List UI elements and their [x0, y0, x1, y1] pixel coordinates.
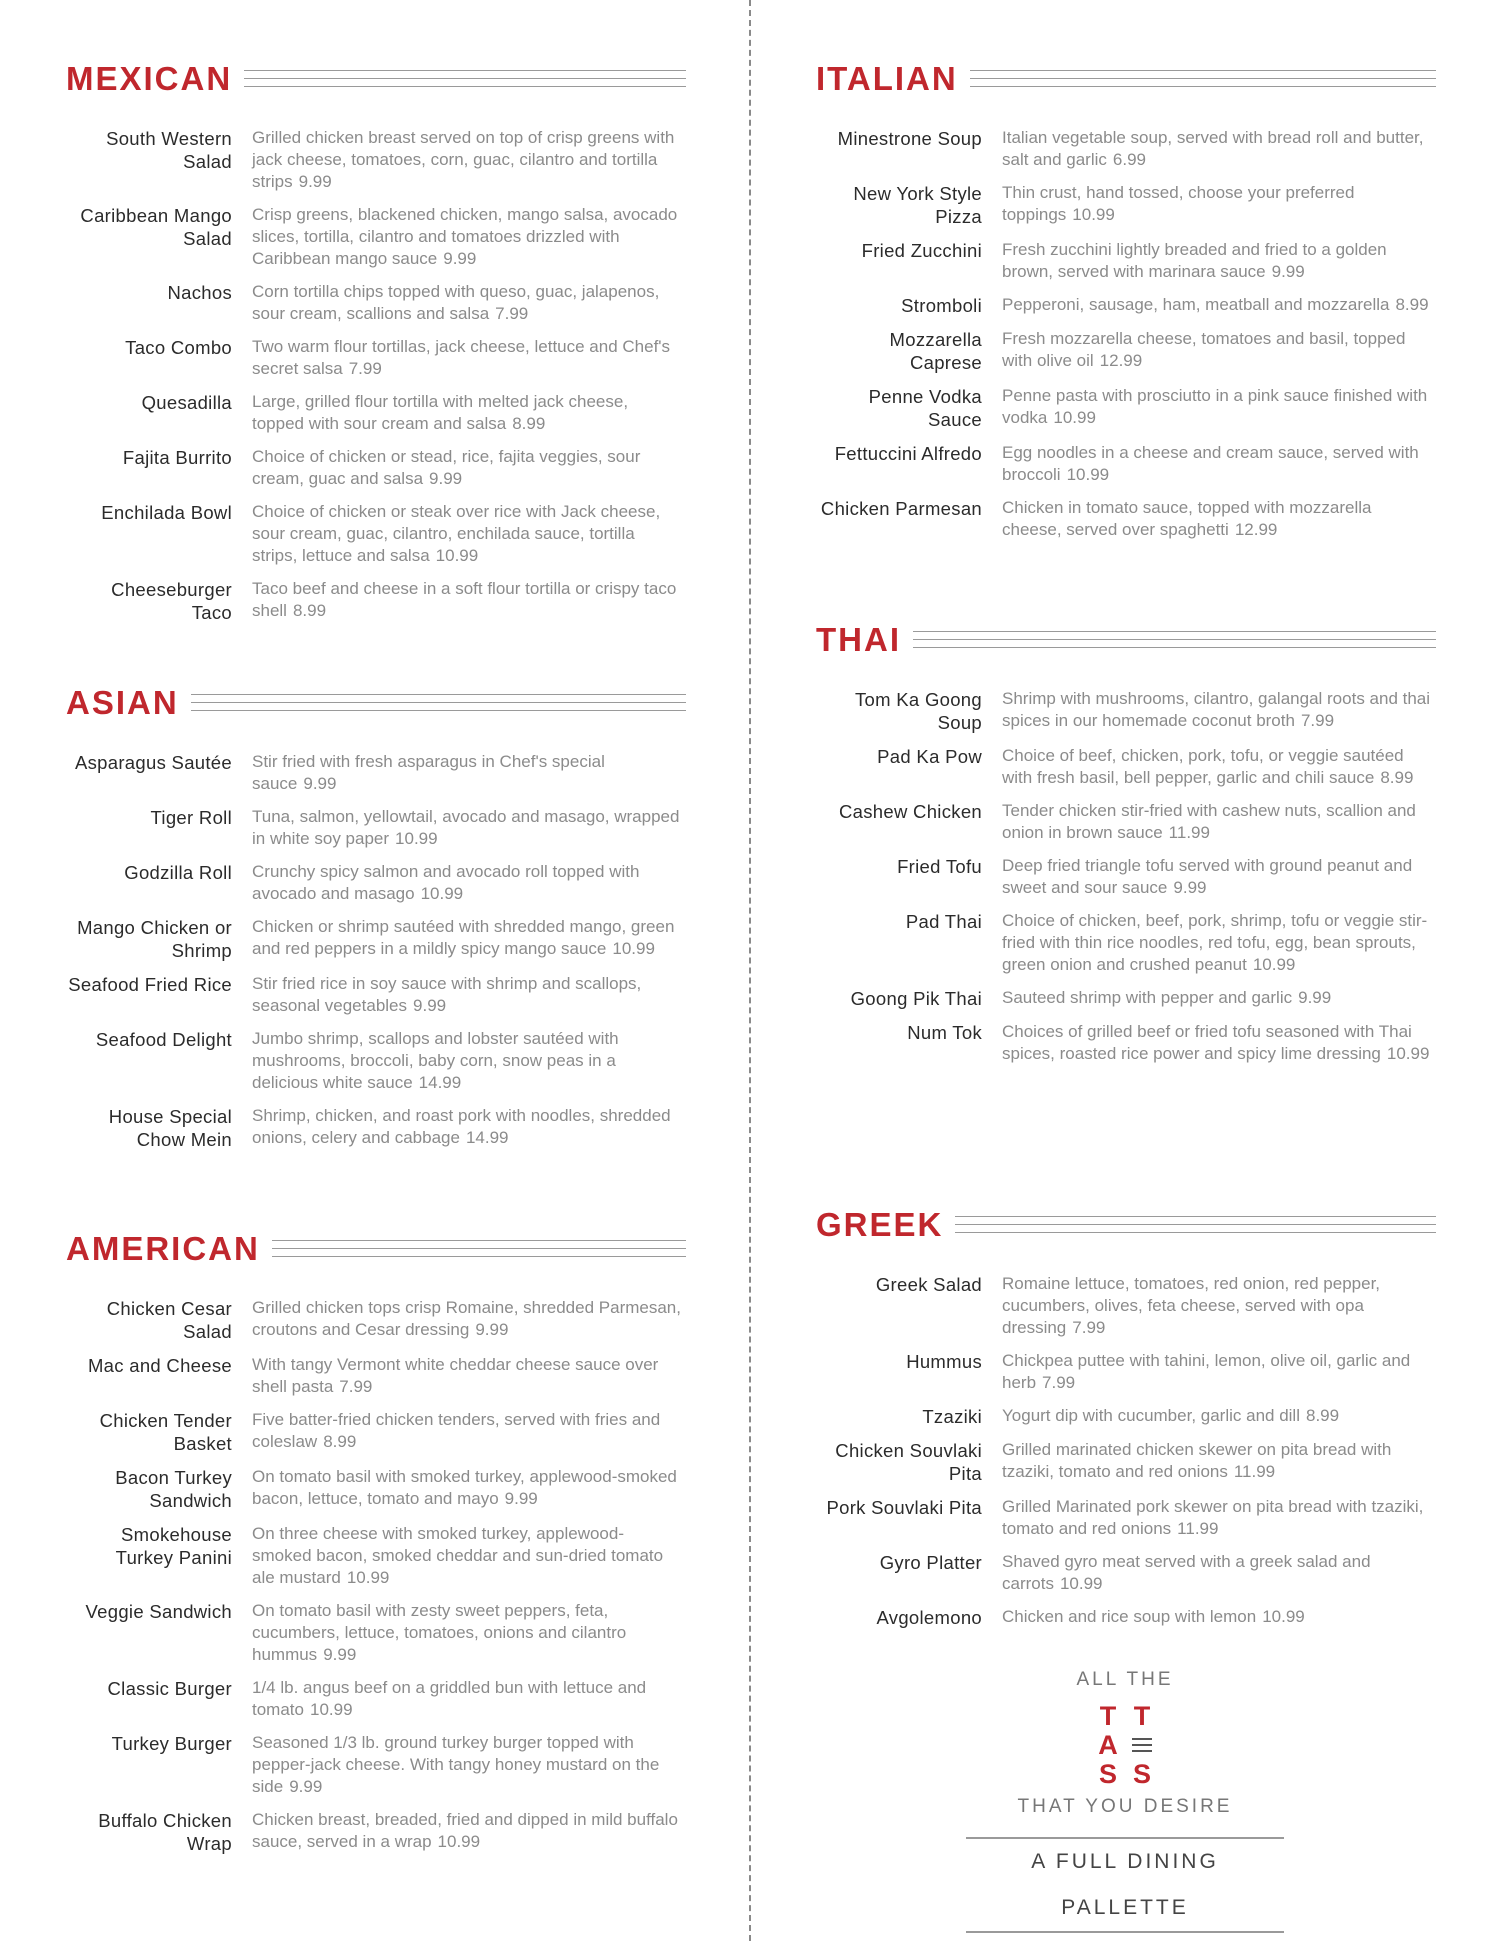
logo-top-line: ALL THE: [1076, 1669, 1174, 1690]
menu-item-price: 9.99: [289, 1777, 323, 1796]
menu-item-price: 11.99: [1168, 823, 1210, 842]
menu-item-description-text: Chicken in tomato sauce, topped with mozzarella cheese, served over spaghetti: [1002, 498, 1372, 539]
menu-item: [66, 1297, 686, 1343]
section-header: [66, 56, 686, 100]
menu-item: [66, 806, 686, 850]
menu-item: [816, 987, 1436, 1010]
menu-item-description-text: 1/4 lb. angus beef on a griddled bun with lettuce and tomato: [252, 1678, 647, 1719]
menu-item-description-text: Romaine lettuce, tomatoes, red onion, red pepper, cucumbers, olives, feta cheese, served with opa dressing: [1002, 1274, 1381, 1337]
menu-item-price: 9.99: [475, 1320, 509, 1339]
menu-item-price: 10.99: [612, 939, 655, 958]
menu-item-price: 7.99: [339, 1377, 373, 1396]
menu-item-description: [1002, 127, 1432, 171]
column-divider: [749, 0, 751, 1941]
menu-item-list: [66, 127, 686, 624]
menu-item-description-text: Deep fried triangle tofu served with ground peanut and sweet and sour sauce: [1002, 856, 1413, 897]
menu-item-description-text: Fresh mozzarella cheese, tomatoes and basil, topped with olive oil: [1002, 329, 1406, 370]
menu-item-description-text: Shaved gyro meat served with a greek salad and carrots: [1002, 1552, 1371, 1593]
menu-item-description: [1002, 910, 1432, 976]
menu-item-description: [1002, 294, 1432, 317]
menu-item-description-text: Grilled chicken breast served on top of crisp greens with jack cheese, tomatoes, corn, guac, cilantro and tortilla strips: [252, 128, 675, 191]
menu-item-name: Cheeseburger Taco: [111, 579, 232, 623]
menu-item-price: 10.99: [1262, 1607, 1305, 1626]
menu-item-name: Hummus: [906, 1351, 982, 1372]
menu-item: [816, 1496, 1436, 1540]
menu-item-name: Caribbean Mango Salad: [80, 205, 232, 249]
menu-item-name: Veggie Sandwich: [85, 1601, 232, 1622]
menu-item: [66, 127, 686, 193]
logo-letter: A: [1098, 1730, 1118, 1760]
section-rule-lines: [191, 694, 686, 711]
menu-item: [66, 861, 686, 905]
menu-item-name: Goong Pik Thai: [850, 988, 982, 1009]
menu-item-description-text: Grilled chicken tops crisp Romaine, shredded Parmesan, croutons and Cesar dressing: [252, 1298, 681, 1339]
menu-item-price: 8.99: [292, 601, 327, 620]
menu-item-description-text: Choice of chicken or stead, rice, fajita veggies, sour cream, guac and salsa: [252, 447, 641, 488]
menu-item-description: [1002, 1350, 1432, 1394]
logo-letter: S: [1132, 1759, 1151, 1789]
menu-item: [816, 688, 1436, 734]
menu-item-name: House Special Chow Mein: [108, 1106, 232, 1150]
menu-item-description: [252, 1809, 682, 1855]
menu-item: [66, 751, 686, 795]
menu-item-description-text: On tomato basil with zesty sweet peppers, feta, cucumbers, lettuce, tomatoes, onions and cilantro hummus: [252, 1601, 627, 1664]
menu-item-name: Greek Salad: [875, 1274, 982, 1295]
menu-item: [66, 578, 686, 624]
section-asian: [66, 680, 686, 1162]
menu-item-description: [1002, 442, 1432, 486]
menu-item-description: [252, 1600, 682, 1666]
menu-item-name: Chicken Souvlaki Pita: [835, 1440, 982, 1484]
menu-item-description: [252, 973, 682, 1017]
menu-item: [816, 1273, 1436, 1339]
menu-item-description: [252, 1409, 682, 1455]
menu-item-name: Minestrone Soup: [837, 128, 982, 149]
menu-item-description-text: Two warm flour tortillas, jack cheese, lettuce and Chef's secret salsa: [252, 337, 671, 378]
menu-item-description-text: On tomato basil with smoked turkey, applewood-smoked bacon, lettuce, tomato and mayo: [252, 1467, 677, 1508]
menu-item: [66, 1466, 686, 1512]
menu-item-description-text: Tuna, salmon, yellowtail, avocado and masago, wrapped in white soy paper: [252, 807, 680, 848]
menu-item-name: Taco Combo: [125, 337, 232, 358]
menu-item-description: [1002, 385, 1432, 431]
menu-item-description-text: Shrimp with mushrooms, cilantro, galangal roots and thai spices in our homemade coconut broth: [1002, 689, 1431, 730]
menu-item-description-text: Crisp greens, blackened chicken, mango salsa, avocado slices, tortilla, cilantro and tomatoes drizzled with Caribbean mango sauce: [252, 205, 678, 268]
section-title: THAI: [816, 620, 901, 658]
menu-item-description: [1002, 1405, 1432, 1428]
menu-item-price: 10.99: [1252, 955, 1296, 974]
menu-item-name: Tom Ka Goong Soup: [854, 689, 982, 733]
logo-letter: T: [1099, 1701, 1117, 1731]
section-rule-lines: [970, 70, 1436, 87]
menu-item-description: [252, 501, 682, 567]
menu-item-description: [252, 1523, 682, 1589]
menu-item-name: Classic Burger: [107, 1678, 232, 1699]
menu-item-description: [1002, 1021, 1432, 1065]
menu-item-description: [252, 446, 682, 490]
menu-item: [66, 204, 686, 270]
menu-item-description-text: Chicken and rice soup with lemon: [1002, 1607, 1257, 1626]
menu-item-description-text: Yogurt dip with cucumber, garlic and dill: [1002, 1406, 1300, 1425]
menu-item-description: [1002, 1606, 1432, 1629]
menu-item-name: Penne Vodka Sauce: [868, 386, 982, 430]
menu-item-price: 10.99: [437, 1832, 481, 1851]
menu-item-description: [1002, 1439, 1432, 1485]
menu-item-price: 7.99: [1072, 1318, 1106, 1337]
menu-item-description-text: Chicken or shrimp sautéed with shredded mango, green and red peppers in a mildly spicy mango sauce: [252, 917, 675, 958]
menu-item-description-text: Grilled Marinated pork skewer on pita bread with tzaziki, tomato and red onions: [1002, 1497, 1424, 1538]
section-header: [816, 56, 1436, 100]
menu-item-description: [252, 1677, 682, 1721]
menu-item-name: Mozzarella Caprese: [889, 329, 982, 373]
section-header: [66, 680, 686, 724]
menu-item-description-text: Choice of chicken, beef, pork, shrimp, tofu or veggie stir-fried with thin rice noodles, red tofu, egg, bean sprouts, green onion and crushed peanut: [1002, 911, 1428, 974]
menu-item-price: 9.99: [504, 1489, 538, 1508]
menu-item: [816, 1350, 1436, 1394]
menu-item-name: Seafood Delight: [95, 1029, 232, 1050]
menu-item-description: [252, 751, 682, 795]
section-italian: [816, 56, 1436, 552]
menu-item-price: 10.99: [1053, 408, 1096, 427]
menu-item: [66, 1600, 686, 1666]
menu-item-name: Chicken Cesar Salad: [106, 1298, 232, 1342]
section-rule-lines: [955, 1216, 1436, 1233]
section-title: AMERICAN: [66, 1229, 260, 1267]
menu-item: [816, 442, 1436, 486]
menu-item: [66, 1105, 686, 1151]
menu-item-name: Asparagus Sautée: [74, 752, 232, 773]
section-header: [66, 1226, 686, 1270]
menu-item: [66, 1809, 686, 1855]
section-title: MEXICAN: [66, 59, 233, 97]
menu-item-description-text: Choices of grilled beef or fried tofu seasoned with Thai spices, roasted rice power and spicy lime dressing: [1002, 1022, 1412, 1063]
menu-item: [66, 1523, 686, 1589]
menu-item-description: [1002, 1551, 1432, 1595]
menu-item-description-text: Taco beef and cheese in a soft flour tortilla or crispy taco shell: [252, 579, 677, 620]
menu-item-description-text: With tangy Vermont white cheddar cheese sauce over shell pasta: [252, 1355, 659, 1396]
menu-item: [816, 1439, 1436, 1485]
menu-item-description-text: Thin crust, hand tossed, choose your preferred toppings: [1002, 183, 1355, 224]
menu-item-name: Num Tok: [907, 1022, 982, 1043]
menu-item-price: 8.99: [1380, 768, 1414, 787]
menu-item-price: 8.99: [512, 414, 546, 433]
menu-item-name: New York Style Pizza: [853, 183, 982, 227]
section-greek: [816, 1202, 1436, 1640]
logo-mark: [1095, 1702, 1155, 1789]
menu-item-description: [1002, 800, 1432, 844]
menu-item: [816, 497, 1436, 541]
menu-item-price: 10.99: [420, 884, 464, 903]
section-american: [66, 1226, 686, 1866]
menu-item: [816, 1405, 1436, 1428]
menu-item-description: [1002, 745, 1432, 789]
menu-item-description-text: On three cheese with smoked turkey, applewood-smoked bacon, smoked cheddar and sun-dried tomato ale mustard: [252, 1524, 664, 1587]
menu-item-name: Nachos: [167, 282, 232, 303]
menu-item: [66, 446, 686, 490]
menu-item-name: Fried Zucchini: [861, 240, 982, 261]
logo-lines-icon: [1132, 1738, 1152, 1753]
menu-item-description: [1002, 497, 1432, 541]
menu-item: [66, 1354, 686, 1398]
menu-item-description: [252, 127, 682, 193]
menu-item-name: Turkey Burger: [111, 1733, 232, 1754]
menu-item-price: 9.99: [1173, 878, 1207, 897]
menu-item-price: 9.99: [429, 469, 463, 488]
section-header: [816, 1202, 1436, 1246]
menu-item: [66, 391, 686, 435]
menu-item: [816, 182, 1436, 228]
menu-item-description-text: Choice of beef, chicken, pork, tofu, or veggie sautéed with fresh basil, bell pepper, garlic and chili sauce: [1002, 746, 1404, 787]
section-title: ASIAN: [66, 683, 179, 721]
menu-item-price: 10.99: [1059, 1574, 1103, 1593]
menu-item: [816, 385, 1436, 431]
menu-item-price: 7.99: [1042, 1373, 1076, 1392]
menu-item: [816, 127, 1436, 171]
menu-item-description: [252, 1466, 682, 1512]
menu-item-description-text: Five batter-fried chicken tenders, served with fries and coleslaw: [252, 1410, 661, 1451]
menu-item-description: [1002, 1273, 1432, 1339]
section-header: [816, 617, 1436, 661]
menu-item-name: Fettuccini Alfredo: [834, 443, 982, 464]
menu-item-name: Pork Souvlaki Pita: [826, 1497, 982, 1518]
menu-item-price: 8.99: [1305, 1406, 1340, 1425]
section-rule-lines: [272, 1240, 686, 1257]
menu-item: [816, 239, 1436, 283]
menu-item-description-text: Fresh zucchini lightly breaded and fried to a golden brown, served with marinara sauce: [1002, 240, 1387, 281]
menu-item-price: 10.99: [346, 1568, 390, 1587]
menu-item-name: Cashew Chicken: [838, 801, 982, 822]
menu-item: [816, 1606, 1436, 1629]
menu-item-description-text: Stir fried with fresh asparagus in Chef's special sauce: [252, 752, 605, 793]
menu-item-list: [816, 688, 1436, 1065]
menu-item-description-text: Grilled marinated chicken skewer on pita bread with tzaziki, tomato and red onions: [1002, 1440, 1392, 1481]
menu-item-description-text: Chicken breast, breaded, fried and dipped in mild buffalo sauce, served in a wrap: [252, 1810, 678, 1851]
menu-item-description: [1002, 987, 1432, 1010]
menu-item: [816, 294, 1436, 317]
menu-item-name: Smokehouse Turkey Panini: [115, 1524, 232, 1568]
menu-item-name: Mango Chicken or Shrimp: [77, 917, 232, 961]
menu-item-price: 9.99: [303, 774, 337, 793]
menu-item-description: [252, 336, 682, 380]
menu-item-description: [252, 204, 682, 270]
menu-item-price: 6.99: [1112, 150, 1146, 169]
menu-item-price: 9.99: [1298, 988, 1332, 1007]
menu-item-description: [252, 1105, 682, 1151]
logo-letter: S: [1098, 1759, 1117, 1789]
menu-item: [66, 916, 686, 962]
menu-item-description: [1002, 855, 1432, 899]
menu-item-description-text: Shrimp, chicken, and roast pork with noodles, shredded onions, celery and cabbage: [252, 1106, 671, 1147]
menu-item-description: [1002, 1496, 1432, 1540]
menu-item-price: 11.99: [1177, 1519, 1219, 1538]
menu-item-name: Chicken Tender Basket: [99, 1410, 232, 1454]
menu-item: [816, 910, 1436, 976]
logo-bottom-line: THAT YOU DESIRE: [1017, 1796, 1233, 1817]
menu-item-list: [816, 1273, 1436, 1629]
menu-item: [66, 1677, 686, 1721]
menu-item-description: [1002, 328, 1432, 374]
menu-item-price: 10.99: [1386, 1044, 1430, 1063]
menu-item-description: [252, 1297, 682, 1343]
menu-item-price: 9.99: [298, 172, 332, 191]
menu-item-name: Seafood Fried Rice: [68, 974, 232, 995]
menu-item-name: Stromboli: [901, 295, 982, 316]
menu-item-name: Chicken Parmesan: [820, 498, 982, 519]
menu-item-price: 7.99: [348, 359, 382, 378]
menu-item-description-text: Italian vegetable soup, served with bread roll and butter, salt and garlic: [1002, 128, 1424, 169]
menu-item-description: [252, 916, 682, 962]
menu-item-description-text: Large, grilled flour tortilla with melted jack cheese, topped with sour cream and salsa: [252, 392, 629, 433]
menu-item-description-text: Sauteed shrimp with pepper and garlic: [1002, 988, 1293, 1007]
menu-item-name: Avgolemono: [876, 1607, 982, 1628]
brand-logo: [960, 1668, 1290, 1933]
menu-item-description-text: Chickpea puttee with tahini, lemon, olive oil, garlic and herb: [1002, 1351, 1411, 1392]
menu-item-description: [252, 1028, 682, 1094]
menu-item-price: 9.99: [1271, 262, 1305, 281]
menu-item-description-text: Seasoned 1/3 lb. ground turkey burger topped with pepper-jack cheese. With tangy honey mustard on the side: [252, 1733, 660, 1796]
section-rule-lines: [244, 70, 686, 87]
logo-letter: T: [1133, 1701, 1151, 1731]
menu-item-list: [66, 1297, 686, 1855]
menu-item-description: [1002, 182, 1432, 228]
menu-item-description: [1002, 688, 1432, 734]
menu-item-price: 11.99: [1233, 1462, 1276, 1481]
section-mexican: [66, 56, 686, 635]
menu-item-description-text: Penne pasta with prosciutto in a pink sauce finished with vodka: [1002, 386, 1428, 427]
menu-item-price: 9.99: [323, 1645, 357, 1664]
menu-item-name: Fried Tofu: [897, 856, 982, 877]
menu-item-description: [252, 1732, 682, 1798]
menu-item: [66, 336, 686, 380]
menu-item: [66, 501, 686, 567]
menu-item-price: 8.99: [323, 1432, 357, 1451]
menu-item-list: [66, 751, 686, 1151]
section-rule-lines: [913, 631, 1436, 648]
menu-item-name: Pad Ka Pow: [877, 746, 982, 767]
menu-item-name: Enchilada Bowl: [101, 502, 232, 523]
menu-item-description-text: Jumbo shrimp, scallops and lobster sautéed with mushrooms, broccoli, baby corn, snow peas in a delicious white sauce: [252, 1029, 619, 1092]
menu-item-description-text: Tender chicken stir-fried with cashew nuts, scallion and onion in brown sauce: [1002, 801, 1416, 842]
menu-item-name: Buffalo Chicken Wrap: [98, 1810, 232, 1854]
section-title: ITALIAN: [816, 59, 958, 97]
menu-item: [816, 800, 1436, 844]
menu-item-price: 10.99: [435, 546, 479, 565]
tagline: A FULL DINING PALLETTE: [966, 1837, 1284, 1933]
menu-item-name: Godzilla Roll: [124, 862, 232, 883]
menu-item-description-text: Pepperoni, sausage, ham, meatball and mozzarella: [1002, 295, 1390, 314]
menu-item-description: [1002, 239, 1432, 283]
menu-item-description: [252, 281, 682, 325]
menu-item: [816, 745, 1436, 789]
menu-item-price: 12.99: [1099, 351, 1143, 370]
menu-item-price: 10.99: [1072, 205, 1115, 224]
menu-item-description-text: Choice of chicken or steak over rice with Jack cheese, sour cream, guac, cilantro, enchilada sauce, tortilla strips, lettuce and salsa: [252, 502, 661, 565]
menu-item-name: Bacon Turkey Sandwich: [115, 1467, 232, 1511]
menu-item-description-text: Corn tortilla chips topped with queso, guac, jalapenos, sour cream, scallions and salsa: [252, 282, 660, 323]
menu-item-name: Tzaziki: [922, 1406, 982, 1427]
menu-item: [66, 1028, 686, 1094]
menu-item-name: Gyro Platter: [879, 1552, 982, 1573]
menu-item-price: 7.99: [1300, 711, 1335, 730]
menu-item-name: Mac and Cheese: [87, 1355, 232, 1376]
menu-item-description: [252, 1354, 682, 1398]
menu-item: [816, 855, 1436, 899]
menu-item-description: [252, 391, 682, 435]
menu-item-description-text: Crunchy spicy salmon and avocado roll topped with avocado and masago: [252, 862, 640, 903]
menu-item: [816, 328, 1436, 374]
menu-item: [66, 1409, 686, 1455]
menu-item-name: Quesadilla: [141, 392, 232, 413]
menu-item: [816, 1021, 1436, 1065]
menu-item-name: Fajita Burrito: [122, 447, 232, 468]
menu-item-list: [816, 127, 1436, 541]
menu-item-price: 14.99: [465, 1128, 509, 1147]
menu-item-price: 10.99: [395, 829, 438, 848]
menu-item-name: South Western Salad: [106, 128, 232, 172]
menu-item-description: [252, 578, 682, 624]
menu-item-price: 10.99: [1066, 465, 1110, 484]
menu-item: [66, 281, 686, 325]
menu-item-description: [252, 806, 682, 850]
menu-item: [66, 973, 686, 1017]
menu-item: [66, 1732, 686, 1798]
menu-item-price: 14.99: [418, 1073, 462, 1092]
menu-item-price: 9.99: [413, 996, 447, 1015]
menu-item-description-text: Stir fried rice in soy sauce with shrimp and scallops, seasonal vegetables: [252, 974, 642, 1015]
menu-item-description: [252, 861, 682, 905]
menu-item-price: 12.99: [1234, 520, 1278, 539]
section-title: GREEK: [816, 1205, 944, 1243]
menu-item-name: Tiger Roll: [150, 807, 232, 828]
menu-item-price: 7.99: [495, 304, 529, 323]
menu-item: [816, 1551, 1436, 1595]
menu-item-price: 9.99: [443, 249, 477, 268]
section-thai: [816, 617, 1436, 1076]
menu-item-price: 10.99: [309, 1700, 353, 1719]
menu-item-name: Pad Thai: [905, 911, 982, 932]
menu-item-price: 8.99: [1395, 295, 1429, 314]
menu-item-description-text: Egg noodles in a cheese and cream sauce, served with broccoli: [1002, 443, 1419, 484]
